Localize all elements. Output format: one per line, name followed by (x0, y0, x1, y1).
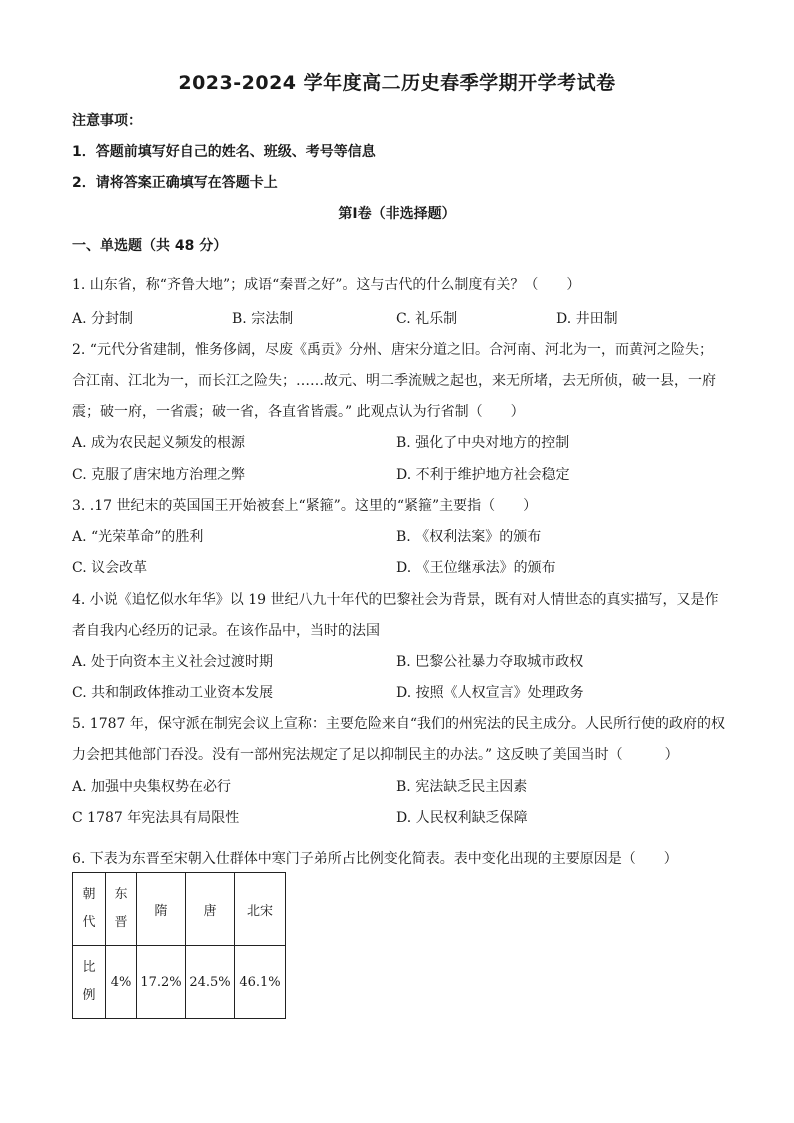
question-2-line-3: 震；破一府，一省震；破一省，各直省皆震。” 此观点认为行省制（ ） (72, 404, 525, 420)
question-3-option-d: D. 《王位继承法》的颁布 (396, 560, 556, 576)
notice-item-2: 2．请将答案正确填写在答题卡上 (72, 175, 278, 191)
table-cell: 24.5% (186, 946, 235, 1019)
question-2-option-c: C. 克服了唐宋地方治理之弊 (72, 467, 246, 483)
section-heading: 一、单选题（共 48 分） (72, 238, 228, 254)
table-cell: 隋 (137, 873, 186, 946)
question-3-stem: 3. .17 世纪末的英国国王开始被套上“紧箍”。这里的“紧箍”主要指（ ） (72, 498, 538, 514)
question-4-line-1: 4. 小说《追忆似水年华》以 19 世纪八九十年代的巴黎社会为背景，既有对人情世态的真实描写，又是作 (72, 592, 719, 608)
question-1-option-d: D. 井田制 (556, 311, 618, 327)
notice-heading: 注意事项： (72, 113, 142, 129)
question-2-line-1: 2. “元代分省建制，惟务侈阔，尽废《禹贡》分州、唐宋分道之旧。合河南、河北为一，而黄河之险失； (72, 342, 713, 358)
question-3-option-c: C. 议会改革 (72, 560, 148, 576)
question-1-option-b: B. 宗法制 (232, 311, 294, 327)
question-5-line-1: 5. 1787 年，保守派在制宪会议上宣称：主要危险来自“我们的州宪法的民主成分。人民所行使的政府的权 (72, 716, 726, 732)
volume-heading: 第Ⅰ卷（非选择题） (338, 206, 456, 222)
question-3-option-a: A. “光荣革命”的胜利 (72, 529, 204, 545)
question-5-option-d: D. 人民权利缺乏保障 (396, 810, 528, 826)
table-cell: 唐 (186, 873, 235, 946)
question-4-option-c: C. 共和制政体推动工业资本发展 (72, 685, 274, 701)
question-4-line-2: 者自我内心经历的记录。在该作品中，当时的法国 (72, 623, 380, 639)
table-cell: 比例 (73, 946, 106, 1019)
table-cell: 4% (106, 946, 137, 1019)
exam-title: 2023-2024 学年度高二历史春季学期开学考试卷 (178, 72, 616, 94)
question-5-option-b: B. 宪法缺乏民主因素 (396, 779, 528, 795)
table-cell: 朝代 (73, 873, 106, 946)
table-cell: 北宋 (235, 873, 286, 946)
question-2-option-a: A. 成为农民起义频发的根源 (72, 435, 246, 451)
question-1-option-c: C. 礼乐制 (396, 311, 458, 327)
table-cell: 46.1% (235, 946, 286, 1019)
question-4-option-b: B. 巴黎公社暴力夺取城市政权 (396, 654, 584, 670)
table-cell: 东晋 (106, 873, 137, 946)
table-row (73, 873, 286, 946)
question-5-option-c: C 1787 年宪法具有局限性 (72, 810, 240, 826)
question-1-option-a: A. 分封制 (72, 311, 134, 327)
question-2-option-b: B. 强化了中央对地方的控制 (396, 435, 570, 451)
question-4-option-a: A. 处于向资本主义社会过渡时期 (72, 654, 274, 670)
ratio-table (72, 872, 286, 1019)
question-5-option-a: A. 加强中央集权势在必行 (72, 779, 232, 795)
question-2-line-2: 合江南、江北为一，而长江之险失；……故元、明二季流贼之起也，来无所堵，去无所侦，破一县，一府 (72, 373, 716, 389)
question-1-stem: 1. 山东省，称“齐鲁大地”；成语“秦晋之好”。这与古代的什么制度有关？（ ） (72, 277, 581, 293)
table-row (73, 946, 286, 1019)
question-5-line-2: 力会把其他部门吞没。没有一部州宪法规定了足以抑制民主的办法。” 这反映了美国当时（ ） (72, 747, 679, 763)
question-2-option-d: D. 不利于维护地方社会稳定 (396, 467, 570, 483)
question-3-option-b: B. 《权利法案》的颁布 (396, 529, 542, 545)
notice-item-1: 1．答题前填写好自己的姓名、班级、考号等信息 (72, 144, 376, 160)
table-cell: 17.2% (137, 946, 186, 1019)
question-6-stem: 6. 下表为东晋至宋朝入仕群体中寒门子弟所占比例变化简表。表中变化出现的主要原因是（ ） (72, 851, 678, 867)
question-4-option-d: D. 按照《人权宣言》处理政务 (396, 685, 584, 701)
